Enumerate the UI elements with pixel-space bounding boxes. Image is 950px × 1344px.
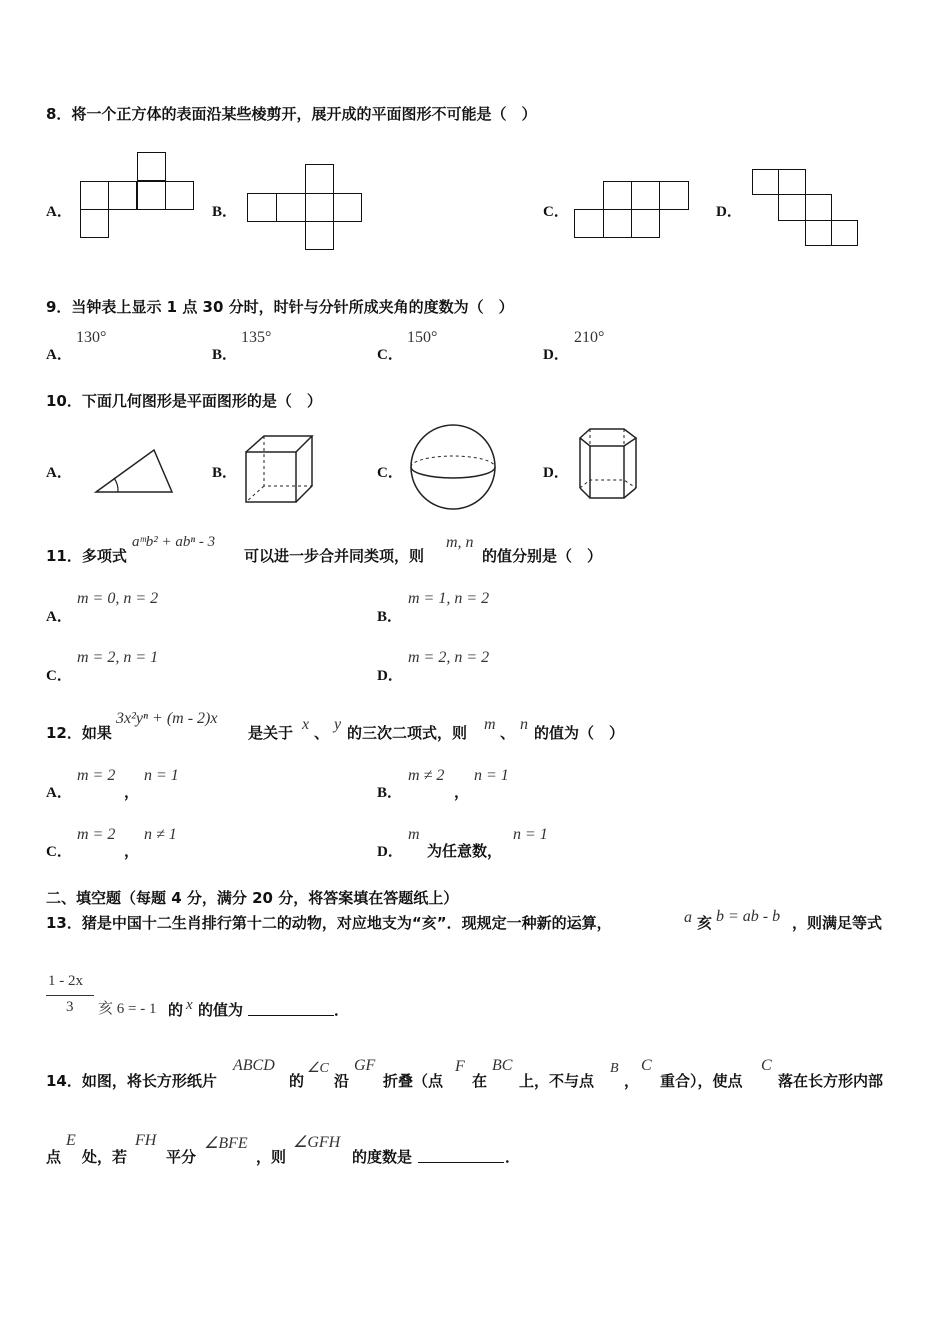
- q12-stem-mid1: 是关于: [248, 724, 294, 742]
- q14-t14: 的度数是: [352, 1148, 413, 1166]
- q8-stem: 8．将一个正方体的表面沿某些棱剪开，展开成的平面图形不可能是（ ）: [46, 105, 537, 123]
- q12-option-a-label: A．: [46, 785, 72, 801]
- q12-stem-mid2: 的三次二项式，则: [347, 724, 468, 742]
- q9-option-d-value: 210°: [574, 329, 605, 346]
- q11-option-b-value: m = 1, n = 2: [408, 590, 490, 607]
- cube-figure: [240, 430, 320, 510]
- q14-t9: 落在长方形内部: [778, 1072, 884, 1090]
- q11-option-a-label: A．: [46, 609, 72, 625]
- hexagonal-prism-figure: [572, 424, 652, 508]
- q14-t10: 点: [46, 1148, 62, 1166]
- q12-stem-suffix: 的值为（ ）: [534, 724, 625, 742]
- q9-option-b-value: 135°: [241, 329, 272, 346]
- q12-polynomial: 3x²yⁿ + (m - 2)x: [116, 710, 218, 727]
- q14-point-c2: C: [761, 1057, 772, 1074]
- q14-point-e: E: [66, 1132, 76, 1149]
- q9-option-c-value: 150°: [407, 329, 438, 346]
- q12-option-d-text: 为任意数，: [427, 842, 503, 860]
- q14-t11: 处，若: [82, 1148, 128, 1166]
- q11-polynomial: aᵐb² + abⁿ - 3: [132, 534, 216, 550]
- q12-var-n: n: [520, 716, 528, 733]
- q14-t5: 在: [472, 1072, 488, 1090]
- q14-t7: ，: [624, 1072, 640, 1090]
- q10-stem: 10．下面几何图形是平面图形的是（ ）: [46, 392, 322, 410]
- q13-op-hai: 亥: [697, 914, 713, 932]
- q12-option-c-m: m = 2: [77, 826, 116, 843]
- q14-t13: ，则: [256, 1148, 287, 1166]
- q8-option-a-label: A．: [46, 204, 72, 220]
- q11-stem-suffix: 的值分别是（ ）: [482, 547, 603, 565]
- q13-line1: 13．猪是中国十二生肖排行第十二的动物，对应地支为“亥”．现规定一种新的运算，: [46, 914, 612, 932]
- q12-stem-prefix: 12．如果: [46, 724, 112, 742]
- q12-sep: 、: [314, 724, 330, 742]
- sphere-figure: [405, 420, 505, 516]
- q12-var-m: m: [484, 716, 496, 733]
- q11-option-c-label: C．: [46, 668, 72, 684]
- q13-op-def: b = ab - b: [716, 908, 781, 925]
- q14-t12: 平分: [166, 1148, 197, 1166]
- q12-option-c-label: C．: [46, 844, 72, 860]
- q11-option-c-value: m = 2, n = 1: [77, 649, 159, 666]
- q9-option-c-label: C．: [377, 347, 403, 363]
- q12-option-a-n: n = 1: [144, 767, 179, 784]
- q14-fh: FH: [135, 1132, 157, 1149]
- q12-option-b-m: m ≠ 2: [408, 767, 445, 784]
- q13-var-x: x: [186, 997, 193, 1013]
- q10-option-b-label: B．: [212, 465, 238, 481]
- q8-option-d-label: D．: [716, 204, 742, 220]
- q14-t6: 上，不与点: [519, 1072, 595, 1090]
- q9-option-a-value: 130°: [76, 329, 107, 346]
- q12-sep2: 、: [500, 724, 516, 742]
- q14-bc: BC: [492, 1057, 513, 1074]
- q14-angle-c: ∠C: [307, 1061, 329, 1076]
- q9-option-d-label: D．: [543, 347, 569, 363]
- q14-t3: 沿: [334, 1072, 350, 1090]
- q14-angle-gfh: ∠GFH: [293, 1134, 341, 1151]
- q13-frac-bar: [46, 995, 94, 996]
- q11-option-d-value: m = 2, n = 2: [408, 649, 490, 666]
- q10-option-d-label: D．: [543, 465, 569, 481]
- q11-vars: m, n: [446, 534, 474, 551]
- q13-frac-numerator: 1 - 2x: [48, 973, 83, 989]
- q8-option-b-label: B．: [212, 204, 238, 220]
- q12-option-b-n: n = 1: [474, 767, 509, 784]
- q14-t2: 的: [289, 1072, 305, 1090]
- q13-tail2: 的值为: [198, 1001, 244, 1019]
- q12-option-b-label: B．: [377, 785, 403, 801]
- q12-option-d-m: m: [408, 826, 420, 843]
- q11-option-a-value: m = 0, n = 2: [77, 590, 159, 607]
- q14-answer-blank[interactable]: [418, 1150, 504, 1163]
- q13-line1-end: ，则满足等式: [792, 914, 883, 932]
- q10-option-c-label: C．: [377, 465, 403, 481]
- q12-option-a-comma: ，: [124, 783, 140, 801]
- q14-point-b: B: [610, 1061, 619, 1076]
- q9-option-b-label: B．: [212, 347, 238, 363]
- q11-option-d-label: D．: [377, 668, 403, 684]
- q9-stem: 9．当钟表上显示 1 点 30 分时，时针与分针所成夹角的度数为（ ）: [46, 298, 514, 316]
- q14-abcd: ABCD: [233, 1057, 275, 1074]
- q14-period: ．: [505, 1148, 521, 1166]
- q13-answer-blank[interactable]: [248, 1003, 334, 1016]
- q12-option-d-n: n = 1: [513, 826, 548, 843]
- q12-option-c-comma: ，: [124, 842, 140, 860]
- q13-op-a: a: [684, 909, 692, 926]
- q13-period: ．: [334, 1001, 350, 1019]
- q11-option-b-label: B．: [377, 609, 403, 625]
- q12-var-y: y: [334, 716, 342, 733]
- q14-gf: GF: [354, 1057, 376, 1074]
- q14-t1: 14．如图，将长方形纸片: [46, 1072, 217, 1090]
- q13-tail1: 的: [168, 1001, 184, 1019]
- q11-stem-prefix: 11．多项式: [46, 547, 127, 565]
- q12-option-c-n: n ≠ 1: [144, 826, 177, 843]
- q14-t8: 重合），使点: [660, 1072, 743, 1090]
- q12-var-x: x: [302, 716, 310, 733]
- q12-option-d-label: D．: [377, 844, 403, 860]
- q10-option-a-label: A．: [46, 465, 72, 481]
- q14-angle-bfe: ∠BFE: [204, 1135, 248, 1152]
- q13-eq-rest: 亥 6 = - 1: [98, 1001, 157, 1017]
- q11-stem-mid: 可以进一步合并同类项，则: [244, 547, 425, 565]
- q8-option-c-label: C．: [543, 204, 569, 220]
- q13-frac-denominator: 3: [66, 999, 74, 1015]
- q14-point-c: C: [641, 1057, 652, 1074]
- q12-option-a-m: m = 2: [77, 767, 116, 784]
- q14-t4: 折叠（点: [383, 1072, 444, 1090]
- q9-option-a-label: A．: [46, 347, 72, 363]
- section2-title: 二、填空题（每题 4 分，满分 20 分，将答案填在答题纸上）: [46, 889, 459, 907]
- q14-point-f: F: [455, 1058, 465, 1075]
- triangle-figure: [78, 440, 178, 500]
- q12-option-b-comma: ，: [454, 783, 470, 801]
